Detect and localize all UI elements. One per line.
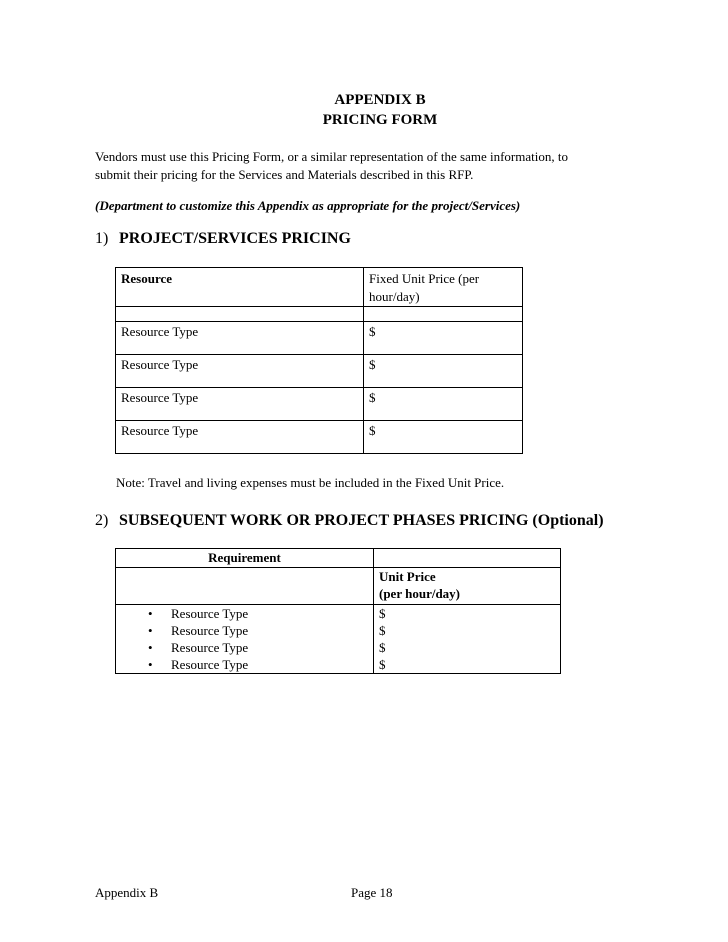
price-value: $ bbox=[379, 606, 386, 621]
section-1-heading bbox=[95, 230, 351, 248]
list-item bbox=[121, 605, 368, 622]
table-header-row bbox=[116, 549, 561, 568]
intro-line-2: submit their pricing for the Services and Materials described in this RFP. bbox=[95, 167, 474, 182]
section-2-title: SUBSEQUENT WORK OR PROJECT PHASES PRICING (Optional) bbox=[119, 512, 604, 529]
table-row bbox=[116, 322, 523, 355]
table-row bbox=[116, 388, 523, 421]
intro-line-1: Vendors must use this Pricing Form, or a similar representation of the same information, to bbox=[95, 149, 568, 164]
travel-note: Note: Travel and living expenses must be included in the Fixed Unit Price. bbox=[116, 475, 505, 490]
price-cell: $ bbox=[364, 355, 523, 388]
customize-note: (Department to customize this Appendix as appropriate for the project/Services) bbox=[95, 198, 521, 213]
unit-price-header-line-1: Unit Price bbox=[379, 569, 436, 584]
requirement-header: Requirement bbox=[116, 549, 374, 568]
section-1-number: 1) bbox=[95, 230, 109, 247]
price-cell: $ bbox=[364, 388, 523, 421]
list-item-label: Resource Type bbox=[171, 657, 249, 672]
resource-cell: Resource Type bbox=[116, 355, 364, 388]
price-value: $ bbox=[379, 623, 386, 638]
price-list-cell bbox=[374, 605, 561, 674]
unit-price-header bbox=[374, 568, 561, 605]
table-spacer-row bbox=[116, 307, 523, 322]
resource-cell: Resource Type bbox=[116, 421, 364, 454]
price-header-line-2: hour/day) bbox=[369, 289, 420, 304]
price-header-line-1: Fixed Unit Price (per bbox=[369, 271, 480, 286]
table-subheader-row bbox=[116, 568, 561, 605]
table-row bbox=[116, 355, 523, 388]
intro-paragraph bbox=[95, 148, 568, 184]
table-row bbox=[116, 421, 523, 454]
footer-page-number: Page 18 bbox=[351, 885, 393, 900]
bullet-icon: • bbox=[148, 623, 153, 638]
project-pricing-table bbox=[115, 267, 523, 454]
resource-cell: Resource Type bbox=[116, 388, 364, 421]
unit-price-header-line-2: (per hour/day) bbox=[379, 586, 461, 601]
appendix-title: APPENDIX B bbox=[334, 92, 426, 108]
table-header-row bbox=[116, 268, 523, 307]
section-1-title: PROJECT/SERVICES PRICING bbox=[119, 230, 351, 247]
bullet-icon: • bbox=[148, 640, 153, 655]
list-item-label: Resource Type bbox=[171, 623, 249, 638]
resource-type-list bbox=[121, 605, 368, 673]
bullet-icon: • bbox=[148, 606, 153, 621]
list-item bbox=[121, 639, 368, 656]
price-cell: $ bbox=[364, 421, 523, 454]
requirement-list-cell bbox=[116, 605, 374, 674]
empty-cell bbox=[364, 307, 523, 322]
resource-header: Resource bbox=[116, 268, 364, 307]
list-item-label: Resource Type bbox=[171, 606, 249, 621]
bullet-icon: • bbox=[148, 657, 153, 672]
table-row bbox=[116, 605, 561, 674]
resource-cell: Resource Type bbox=[116, 322, 364, 355]
form-title: PRICING FORM bbox=[322, 112, 438, 128]
list-item bbox=[121, 622, 368, 639]
footer-appendix-label: Appendix B bbox=[95, 885, 159, 900]
empty-cell bbox=[374, 549, 561, 568]
section-2-number: 2) bbox=[95, 512, 109, 529]
empty-cell bbox=[116, 568, 374, 605]
price-value: $ bbox=[379, 640, 386, 655]
list-item-label: Resource Type bbox=[171, 640, 249, 655]
section-2-heading bbox=[95, 512, 604, 530]
price-cell: $ bbox=[364, 322, 523, 355]
subsequent-work-pricing-table bbox=[115, 548, 561, 674]
list-item bbox=[121, 656, 368, 673]
empty-cell bbox=[116, 307, 364, 322]
fixed-unit-price-header bbox=[364, 268, 523, 307]
price-value: $ bbox=[379, 657, 386, 672]
